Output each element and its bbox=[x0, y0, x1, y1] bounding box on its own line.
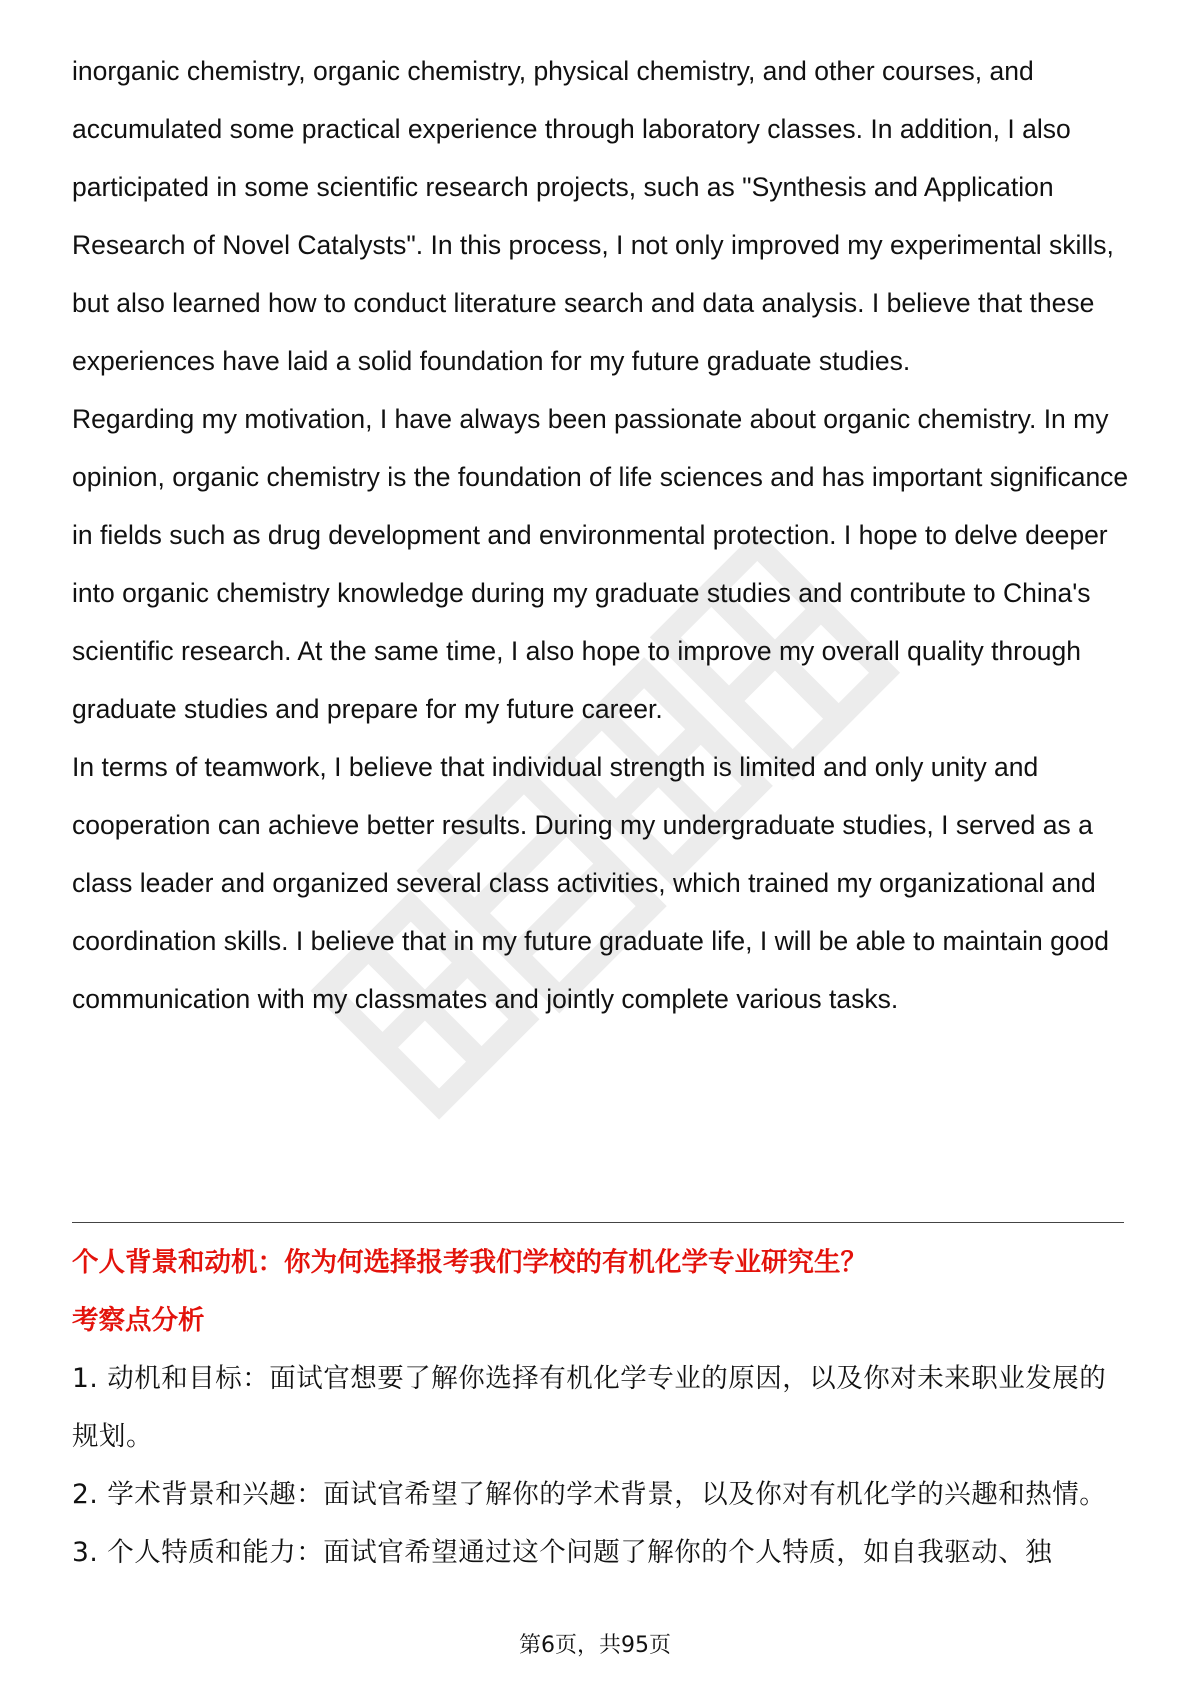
page-number: 第6页，共95页 bbox=[519, 1633, 671, 1658]
paragraph: inorganic chemistry, organic chemistry, physical chemistry, and other courses, and accumulated some practical experience through laboratory classes. In addition, I also participated in some scientific research projects, such as "Synthesis and Application Research of Novel Catalysts". In this process, I not only improved my experimental skills, but also learned how to conduct literature search and data analysis. I believe that these experiences have laid a solid foundation for my future graduate studies. bbox=[72, 56, 1114, 376]
question-heading: 个人背景和动机：你为何选择报考我们学校的有机化学专业研究生？ bbox=[72, 1247, 867, 1278]
paragraph: In terms of teamwork, I believe that individual strength is limited and only unity and cooperation can achieve better results. During my undergraduate studies, I served as a class leader and organized several class activities, which trained my organizational and coordination skills. I believe that in my future graduate life, I will be able to maintain good communication with my classmates and jointly complete various tasks. bbox=[72, 752, 1110, 1014]
analysis-heading: 考察点分析 bbox=[72, 1305, 205, 1336]
body-text bbox=[72, 42, 1132, 1028]
analysis-point: 1. 动机和目标：面试官想要了解你选择有机化学专业的原因，以及你对未来职业发展的规划。 bbox=[72, 1363, 1107, 1452]
paragraph: Regarding my motivation, I have always been passionate about organic chemistry. In my opinion, organic chemistry is the foundation of life sciences and has important significance in fields such as drug development and environmental protection. I hope to delve deeper into organic chemistry knowledge during my graduate studies and contribute to China's scientific research. At the same time, I also hope to improve my overall quality through graduate studies and prepare for my future career. bbox=[72, 404, 1129, 724]
analysis-point: 3. 个人特质和能力：面试官希望通过这个问题了解你的个人特质，如自我驱动、独 bbox=[72, 1537, 1053, 1568]
section-divider bbox=[72, 1222, 1124, 1223]
analysis-point: 2. 学术背景和兴趣：面试官希望了解你的学术背景，以及你对有机化学的兴趣和热情。 bbox=[72, 1479, 1107, 1510]
question-section bbox=[72, 1234, 1132, 1582]
